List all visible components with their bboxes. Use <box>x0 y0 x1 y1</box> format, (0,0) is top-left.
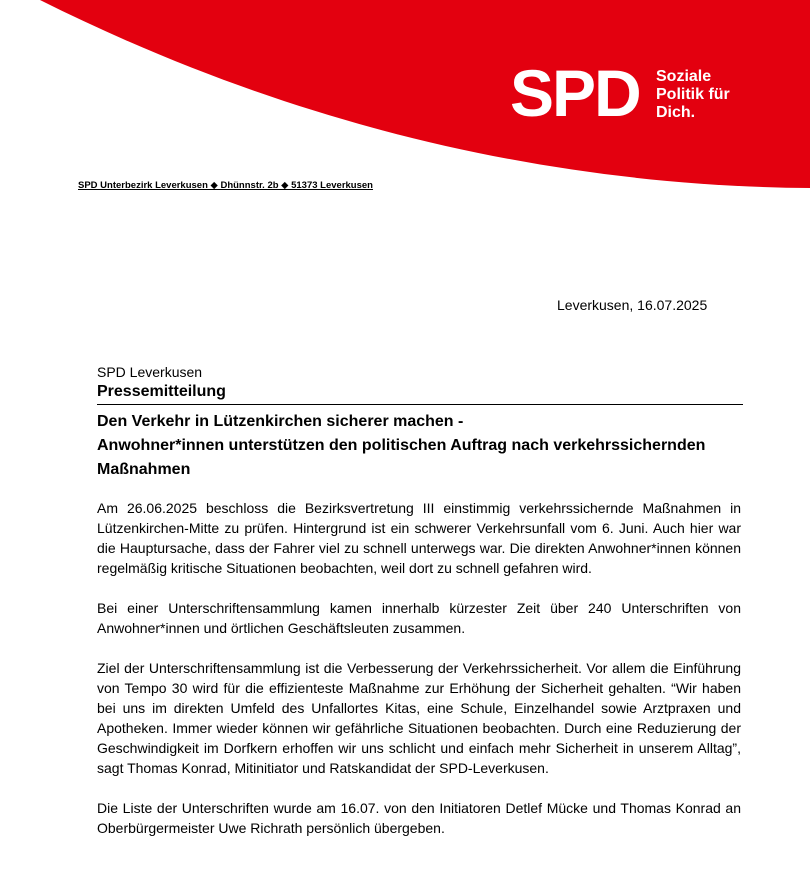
organization-name: SPD Leverkusen <box>97 364 203 380</box>
headline-line: Anwohner*innen unterstützen den politischen Auftrag nach verkehrssichernden Maßnahmen <box>97 437 706 478</box>
press-release-headline <box>97 410 747 482</box>
logo-wordmark: SPD <box>510 56 640 130</box>
document-type-heading: Pressemitteilung <box>97 383 743 405</box>
slogan-line: Politik für <box>656 86 730 103</box>
sender-address-line: SPD Unterbezirk Leverkusen ◆ Dhünnstr. 2b ◆ 51373 Leverkusen <box>78 180 373 191</box>
slogan-line: Soziale <box>656 68 712 85</box>
body-paragraph: Ziel der Unterschriftensammlung ist die Verbesserung der Verkehrssicherheit. Vor allem die Einführung von Tempo 30 wird für die effizienteste Maßnahme zur Erhöhung der Sicherheit gehalten. “Wir haben bei uns im direkten Umfeld des Unfallortes Kitas, eine Schule, Einzelhandel sowie Arztpraxen und Apotheken. Immer wieder können wir gefährliche Situationen beobachten. Durch eine Reduzierung der Geschwindigkeit im Dorfkern erhoffen wir uns schlicht und einfach mehr Sicherheit in unserem Alltag”, sagt Thomas Konrad, Mitinitiator und Ratskandidat der SPD-Leverkusen. <box>97 660 741 776</box>
body-paragraph: Bei einer Unterschriftensammlung kamen innerhalb kürzester Zeit über 240 Unterschriften von Anwohner*innen und örtlichen Geschäftsleuten zusammen. <box>97 600 741 636</box>
press-release-body <box>97 498 741 858</box>
logo-slogan <box>656 68 766 122</box>
body-paragraph: Die Liste der Unterschriften wurde am 16.07. von den Initiatoren Detlef Mücke und Thomas Konrad an Oberbürgermeister Uwe Richrath persönlich übergeben. <box>97 800 741 836</box>
body-paragraph: Am 26.06.2025 beschloss die Bezirksvertretung III einstimmig verkehrssichernde Maßnahmen in Lützenkirchen-Mitte zu prüfen. Hintergrund ist ein schwerer Verkehrsunfall vom 6. Juni. Auch hier war die Hauptursache, dass der Fahrer viel zu schnell unterwegs war. Die direkten Anwohner*innen können regelmäßig kritische Situationen beobachten, weil dort zu schnell gefahren wird. <box>97 500 741 576</box>
slogan-line: Dich. <box>656 104 696 121</box>
place-and-date: Leverkusen, 16.07.2025 <box>557 297 708 313</box>
headline-line: Den Verkehr in Lützenkirchen sicherer machen - <box>97 413 464 430</box>
